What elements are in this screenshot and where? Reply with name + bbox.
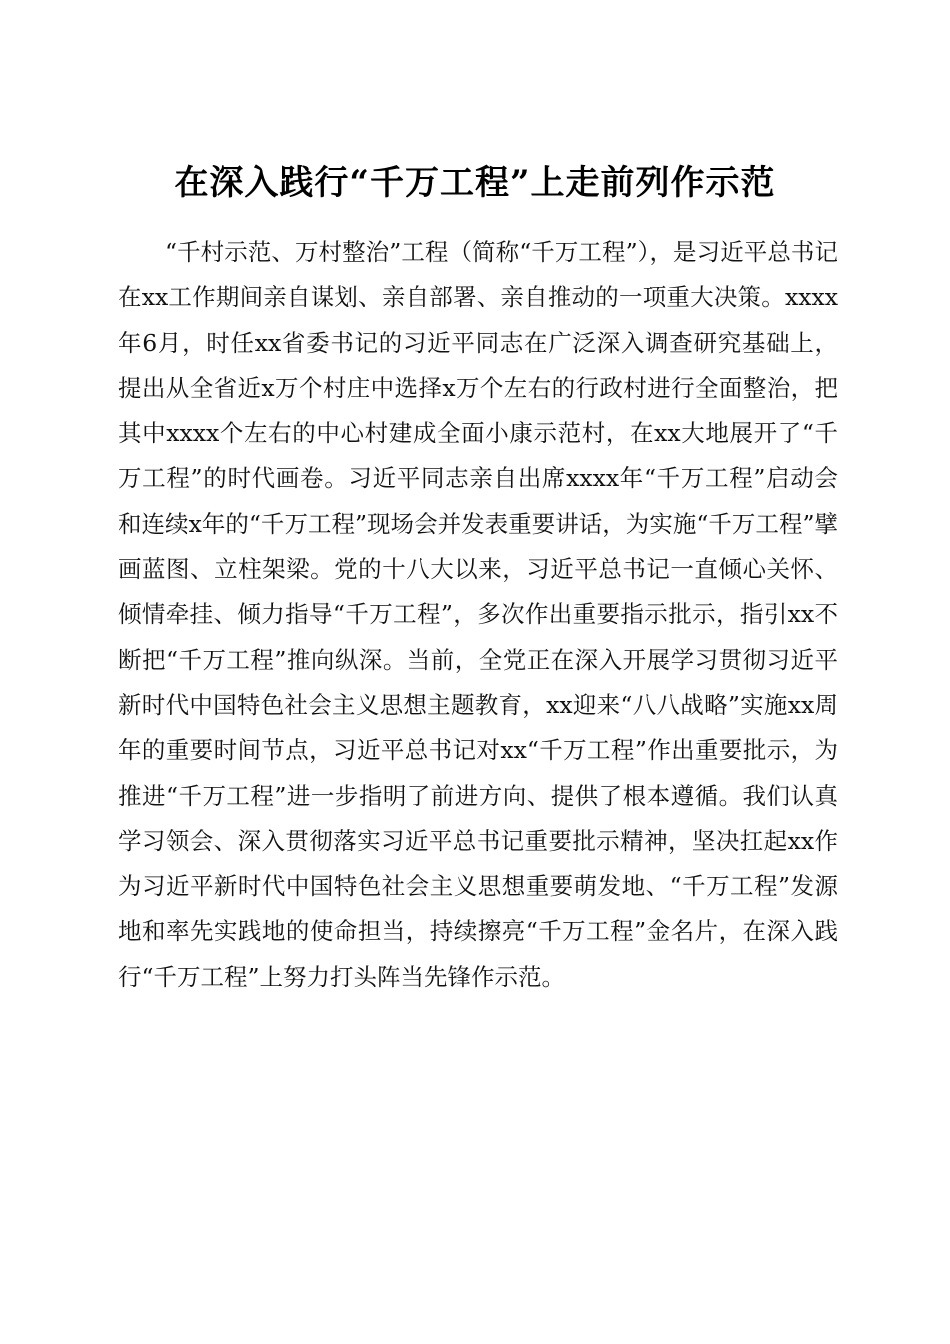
document-title: 在深入践行“千万工程”上走前列作示范 <box>174 162 776 203</box>
body-paragraph: “千村示范、万村整治”工程（简称“千万工程”），是习近平总书记在xx工作期间亲自谋划、亲自部署、亲自推动的一项重大决策。xxxx年6月，时任xx省委书记的习近平同志在广泛深入调查研究基础上，提出从全省近x万个村庄中选择x万个左右的行政村进行全面整治，把其中xxxx个左右的中心村建成全面小康示范村，在xx大地展开了“千万工程”的时代画卷。习近平同志亲自出席xxxx年“千万工程”启动会和连续x年的“千万工程”现场会并发表重要讲话，为实施“千万工程”擘画蓝图、立柱架梁。党的十八大以来，习近平总书记一直倾心关怀、倾情牵挂、倾力指导“千万工程”，多次作出重要指示批示，指引xx不断把“千万工程”推向纵深。当前，全党正在深入开展学习贯彻习近平新时代中国特色社会主义思想主题教育，xx迎来“八八战略”实施xx周年的重要时间节点，习近平总书记对xx“千万工程”作出重要批示，为推进“千万工程”进一步指明了前进方向、提供了根本遵循。我们认真学习领会、深入贯彻落实习近平总书记重要批示精神，坚决扛起xx作为习近平新时代中国特色社会主义思想重要萌发地、“千万工程”发源地和率先实践地的使命担当，持续擦亮“千万工程”金名片，在深入践行“千万工程”上努力打头阵当先锋作示范。 <box>118 238 838 991</box>
